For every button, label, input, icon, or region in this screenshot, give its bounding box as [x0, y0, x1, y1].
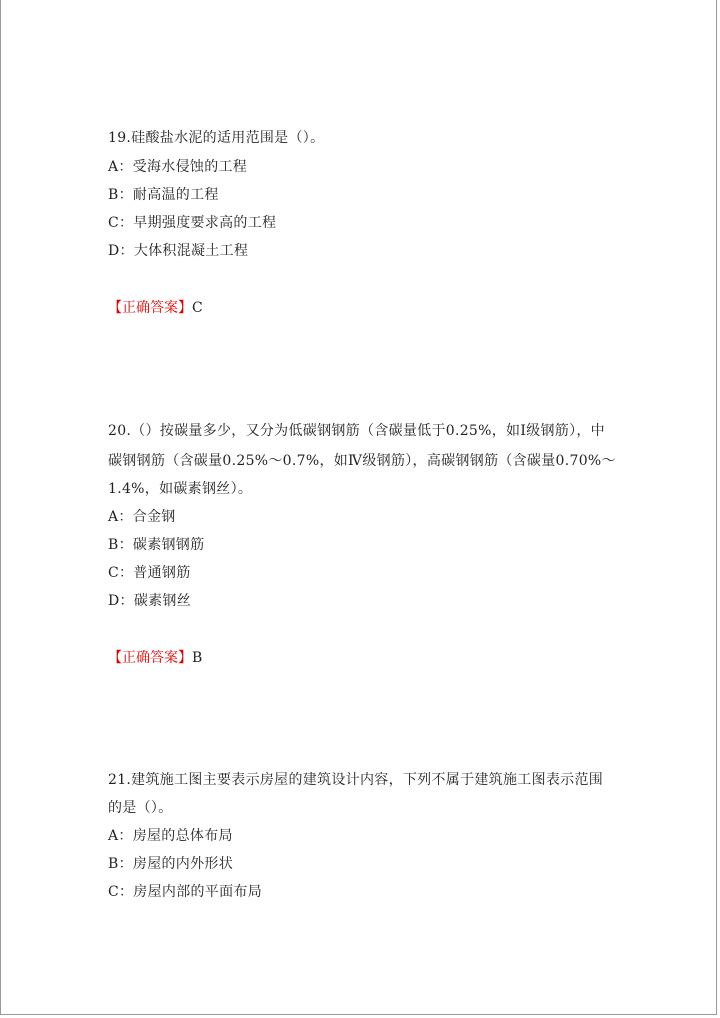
- answer-label: 【正确答案】: [108, 650, 192, 666]
- question-19-option-a: A：受海水侵蚀的工程: [108, 159, 248, 175]
- answer-value: B: [192, 650, 203, 666]
- question-21-option-a: A：房屋的总体布局: [108, 828, 233, 844]
- question-20-stem-line-1: 20.（）按碳量多少，又分为低碳钢钢筋（含碳量低于0.25%，如Ⅰ级钢筋），中: [108, 423, 605, 439]
- question-20-option-a: A：合金钢: [108, 509, 176, 525]
- question-20-stem-line-2: 碳钢钢筋（含碳量0.25%～0.7%，如Ⅳ级钢筋），高碳钢钢筋（含碳量0.70%～: [108, 453, 616, 469]
- question-20-answer: [108, 648, 202, 668]
- question-21-stem-line-1: 21.建筑施工图主要表示房屋的建筑设计内容，下列不属于建筑施工图表示范围: [108, 772, 604, 788]
- question-19-stem-line-1: 19.硅酸盐水泥的适用范围是（）。: [108, 130, 325, 146]
- answer-label: 【正确答案】: [108, 300, 192, 316]
- answer-value: C: [192, 300, 203, 316]
- question-21-option-c: C：房屋内部的平面布局: [108, 884, 263, 900]
- question-20-option-b: B：碳素钢钢筋: [108, 537, 205, 553]
- question-19-option-b: B：耐高温的工程: [108, 187, 219, 203]
- question-19-answer: [108, 298, 203, 318]
- question-20-stem-line-3: 1.4%，如碳素钢丝）。: [108, 481, 253, 497]
- question-20-option-c: C：普通钢筋: [108, 565, 191, 581]
- question-21-stem-line-2: 的是（）。: [108, 800, 173, 816]
- question-20-option-d: D：碳素钢丝: [108, 593, 192, 609]
- question-19-option-c: C：早期强度要求高的工程: [108, 215, 277, 231]
- question-21-option-b: B：房屋的内外形状: [108, 856, 233, 872]
- question-19-option-d: D：大体积混凝土工程: [108, 243, 249, 259]
